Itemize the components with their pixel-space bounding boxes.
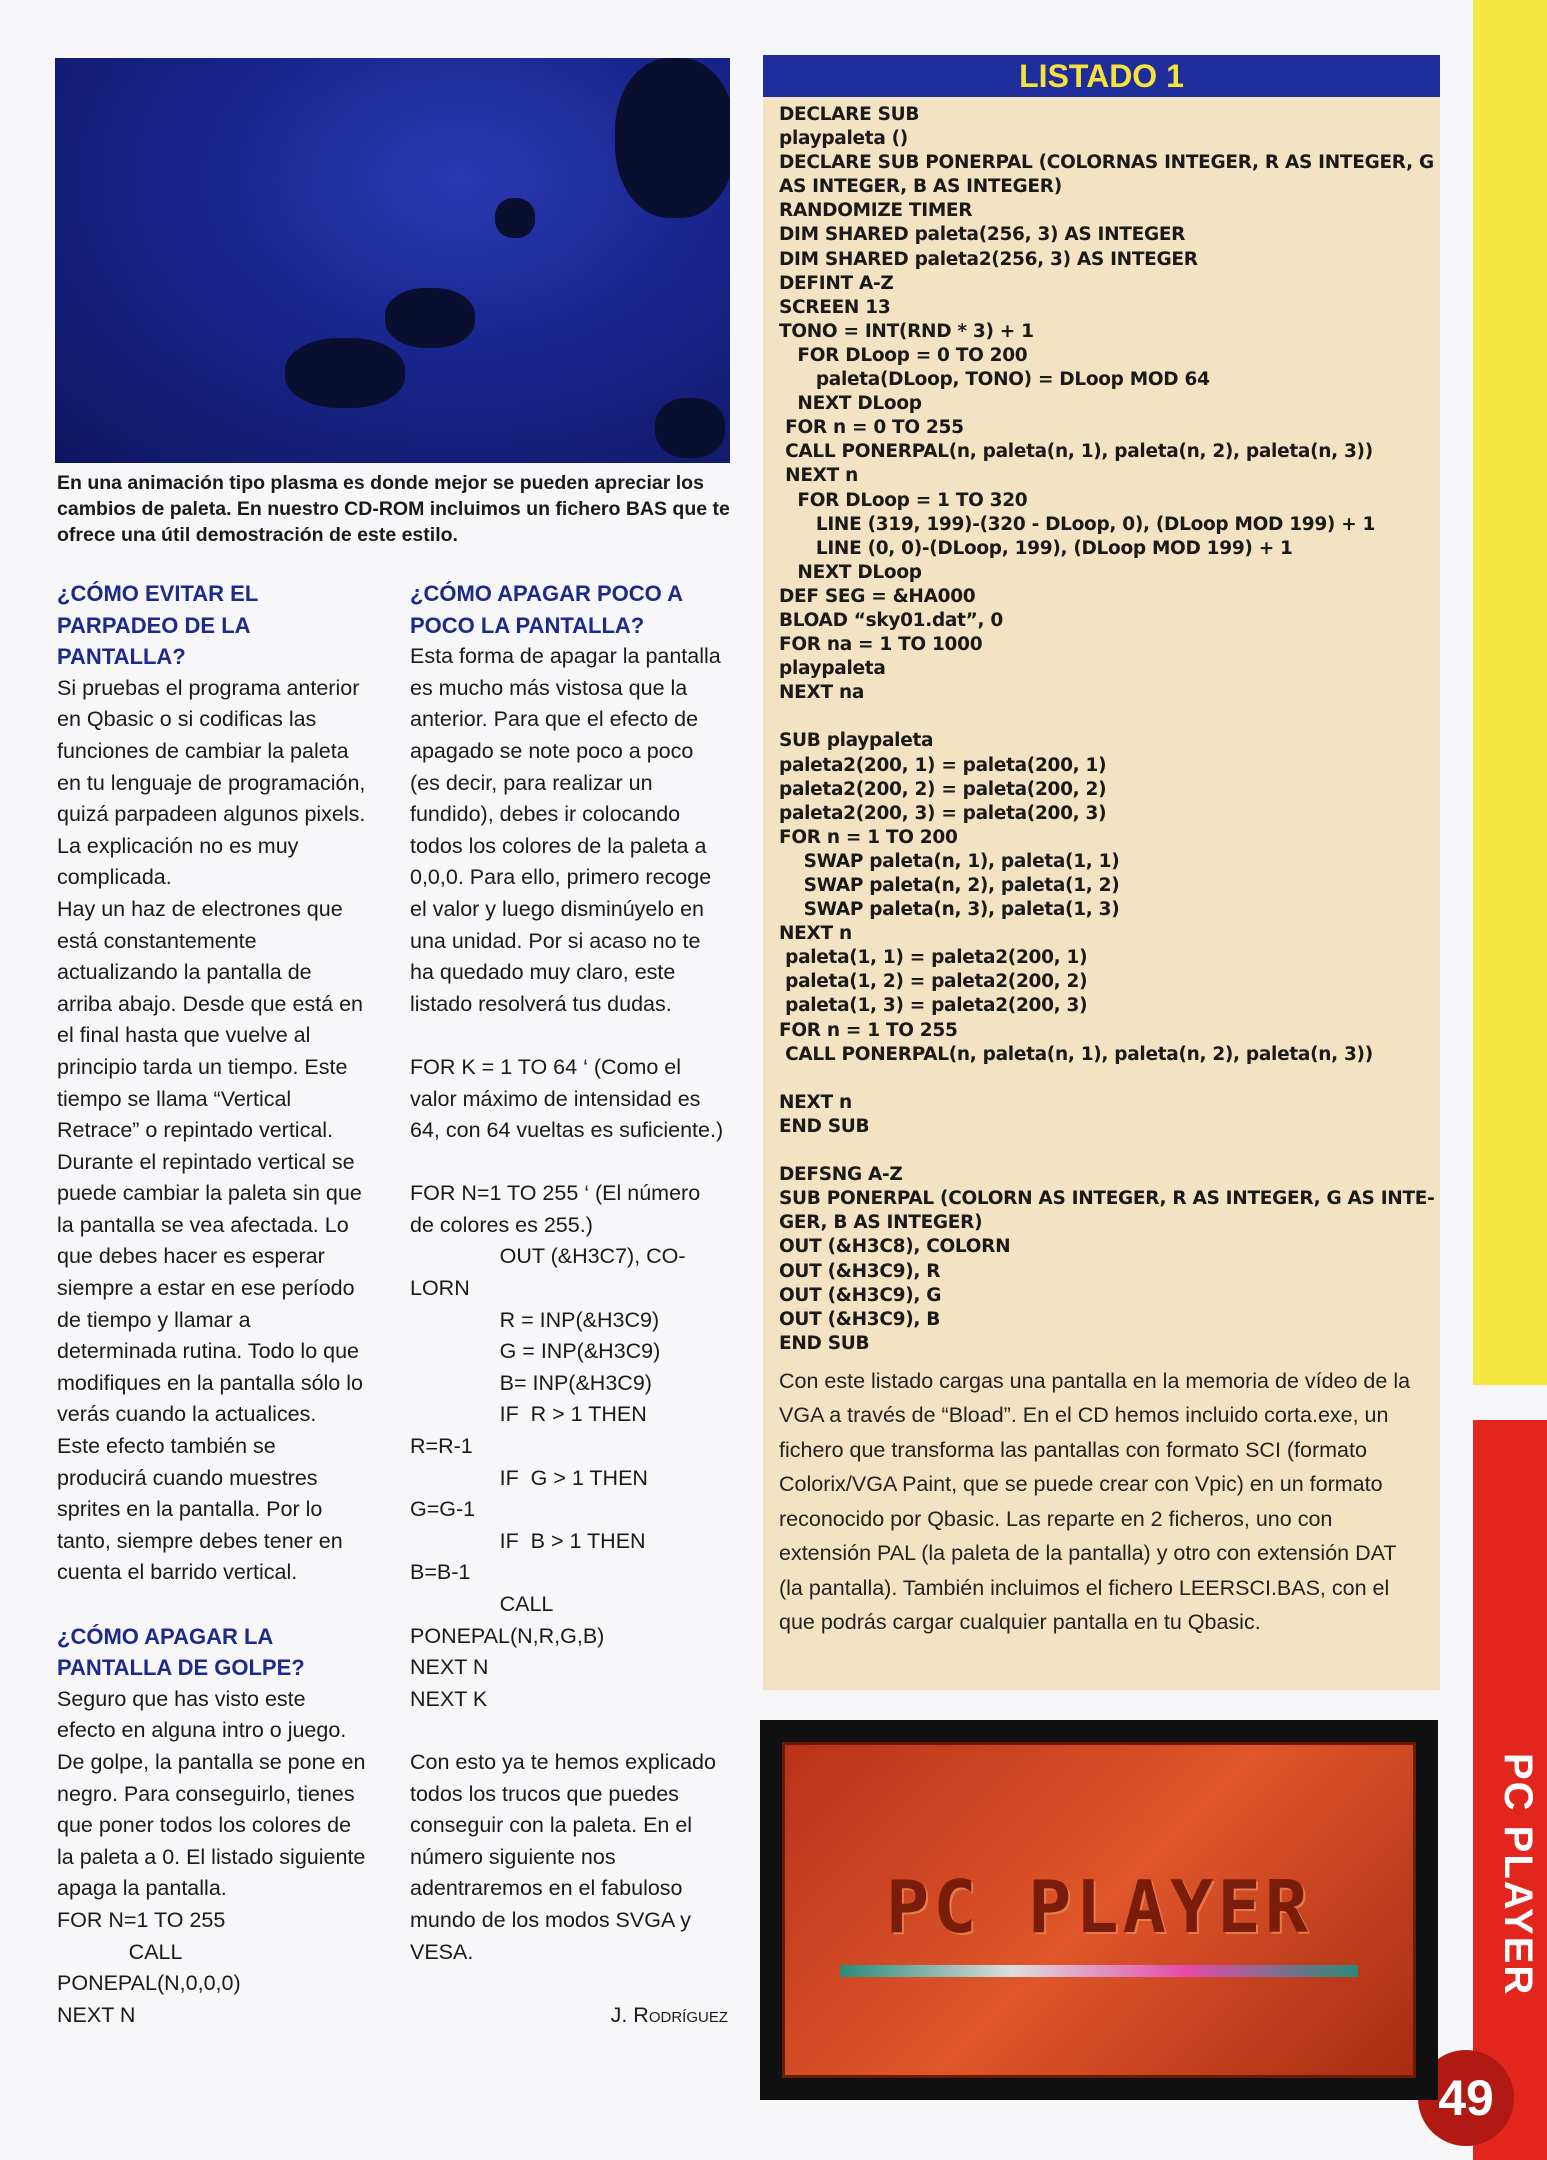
code-line: NEXT N <box>410 1655 489 1680</box>
author: J. Rodríguez <box>610 2002 728 2027</box>
code-line: G = INP(&H3C9) <box>410 1339 661 1364</box>
paragraph: Esta forma de apagar la pantalla es mucho más vistosa que la anterior. Para que el efecto de apagado se note poco a poco (es decir, para realizar un fundido), debes ir colocando todos los colores de la paleta a 0,0,0. Para ello, primero recoge el valor y luego disminúyelo en una unidad. Por si acaso no te ha quedado muy claro, este listado resolverá tus dudas. <box>410 644 721 1016</box>
pc-player-logo: PC PLAYER <box>885 1865 1313 1949</box>
paragraph: Con esto ya te hemos explicado todos los trucos que puedes conseguir con la paleta. En el número siguiente nos adentraremos en el fabuloso mundo de los modos SVGA y VESA. <box>410 1749 716 1964</box>
code-line: FOR N=1 TO 255 <box>57 1907 226 1932</box>
code-line: R=R-1 <box>410 1434 473 1459</box>
paragraph: Si pruebas el programa anterior en Qbasic o si codificas las funciones de cambiar la paleta en tu lenguaje de programación, quizá parpadeen algunos pixels. La explicación no es muy complicada. <box>57 675 366 890</box>
column-1 <box>57 578 367 2031</box>
yellow-side-strip <box>1473 0 1547 1385</box>
listing-box <box>763 55 1440 1690</box>
code-line: PONEPAL(N,R,G,B) <box>410 1623 605 1648</box>
game-screenshot <box>760 1720 1438 2100</box>
image-caption: En una animación tipo plasma es donde mejor se pueden apreciar los cambios de paleta. En nuestro CD-ROM incluimos un fichero BAS que te ofrece una útil demostración de este estilo. <box>57 472 730 546</box>
page-number: 49 <box>1418 2050 1514 2146</box>
code-line: IF G > 1 THEN <box>410 1465 648 1490</box>
code-line: NEXT N <box>57 2002 136 2027</box>
screenshot-panel <box>782 1742 1416 2078</box>
code-block <box>410 1241 728 1715</box>
code-line: CALL <box>410 1592 554 1616</box>
code-comment: FOR K = 1 TO 64 ‘ (Como el valor máximo de intensidad es 64, con 64 vueltas es suficiente.) <box>410 1054 724 1143</box>
listing-title: LISTADO 1 <box>763 55 1440 97</box>
rainbow-bar <box>840 1965 1358 1977</box>
paragraph: Seguro que has visto este efecto en alguna intro o juego. De golpe, la pantalla se pone en negro. Para conseguirlo, tienes que poner todos los colores de la paleta a 0. El listado siguiente apaga la pantalla. <box>57 1686 366 1901</box>
code-line: LORN <box>410 1276 470 1301</box>
heading-fade: ¿CÓMO APAGAR POCO A POCO LA PANTALLA? <box>410 581 683 638</box>
plasma-image <box>55 58 730 463</box>
heading-blackout: ¿CÓMO APAGAR LA PANTALLA DE GOLPE? <box>57 1623 305 1681</box>
paragraph: Este efecto también se producirá cuando muestres sprites en la pantalla. Por lo tanto, siempre debes tener en cuenta el barrido vertical. <box>57 1434 343 1585</box>
column-2 <box>410 578 728 2031</box>
code-line: B=B-1 <box>410 1560 471 1585</box>
side-label: PC PLAYER <box>1496 1753 1540 1997</box>
code-line: OUT (&H3C7), CO- <box>410 1244 686 1269</box>
code-comment: FOR N=1 TO 255 ‘ (El número de colores es 255.) <box>410 1181 701 1237</box>
code-line: NEXT K <box>410 1686 488 1711</box>
listing-description: Con este listado cargas una pantalla en la memoria de vídeo de la VGA a través de “Bload”. En el CD hemos incluido corta.exe, un fichero que transforma las pantallas con formato SCI (formato Colorix/VGA Paint, que se puede crear con Vpic) en un formato reconocido por Qbasic. Las reparte en 2 ficheros, uno con extensión PAL (la paleta de la pantalla) y otro con extensión DAT (la pantalla). También incluimos el fichero LEERSCI.BAS, con el que podrás cargar cualquier pantalla en tu Qbasic. <box>779 1368 1411 1635</box>
code-line: IF B > 1 THEN <box>410 1528 646 1553</box>
code-line: B= INP(&H3C9) <box>410 1370 652 1395</box>
paragraph: Hay un haz de electrones que está constantemente actualizando la pantalla de arriba abajo. Desde que está en el final hasta que vuelve al principio tarda un tiempo. Este tiempo se llama “Vertical Retrace” o repintado vertical. Durante el repintado vertical se puede cambiar la paleta sin que la pantalla se vea afectada. Lo que debes hacer es esperar siempre a estar en ese período de tiempo y llamar a determinada rutina. Todo lo que modifiques en la pantalla sólo lo verás cuando la actualices. <box>57 896 363 1427</box>
code-line: PONEPAL(N,0,0,0) <box>57 1971 241 1996</box>
heading-flicker: ¿CÓMO EVITAR EL PARPADEO DE LA PANTALLA? <box>57 581 258 670</box>
listing-code: DECLARE SUB playpaleta () DECLARE SUB PONERPAL (COLORNAS INTEGER, R AS INTEGER, G AS INTEGER, B AS INTEGER) RANDOMIZE TIMER DIM SHARED paleta(256, 3) AS INTEGER DIM SHARED paleta2(256, 3) AS INTEGER DEFINT A-Z SCREEN 13 TONO = INT(RND * 3) + 1 FOR DLoop = 0 TO 200 paleta(DLoop, TONO) = DLoop MOD 64 NEXT DLoop FOR n = 0 TO 255 CALL PONERPAL(n, paleta(n, 1), paleta(n, 2), paleta(n, 3)) NEXT n FOR DLoop = 1 TO 320 LINE (319, 199)-(320 - DLoop, 0), (DLoop MOD 199) + 1 LINE (0, 0)-(DLoop, 199), (DLoop MOD 199) + 1 NEXT DLoop DEF SEG = &HA000 BLOAD “sky01.dat”, 0 FOR na = 1 TO 1000 playpaleta NEXT na SUB playpaleta paleta2(200, 1) = paleta(200, 1) paleta2(200, 2) = paleta(200, 2) paleta2(200, 3) = paleta(200, 3) FOR n = 1 TO 200 SWAP paleta(n, 1), paleta(1, 1) SWAP paleta(n, 2), paleta(1, 2) SWAP paleta(n, 3), paleta(1, 3) NEXT n paleta(1, 1) = paleta2(200, 1) paleta(1, 2) = paleta2(200, 2) paleta(1, 3) = paleta2(200, 3) FOR n = 1 TO 255 CALL PONERPAL(n, paleta(n, 1), paleta(n, 2), paleta(n, 3)) NEXT n END SUB DEFSNG A-Z SUB PONERPAL (COLORN AS INTEGER, R AS INTEGER, G AS INTE- GER, B AS INTEGER) OUT (&H3C8), COLORN OUT (&H3C9), R OUT (&H3C9), G OUT (&H3C9), B END SUB <box>779 104 1435 1354</box>
code-line: CALL <box>57 1939 183 1964</box>
code-line: IF R > 1 THEN <box>410 1402 647 1427</box>
code-line: G=G-1 <box>410 1497 476 1522</box>
code-line: R = INP(&H3C9) <box>410 1307 660 1332</box>
